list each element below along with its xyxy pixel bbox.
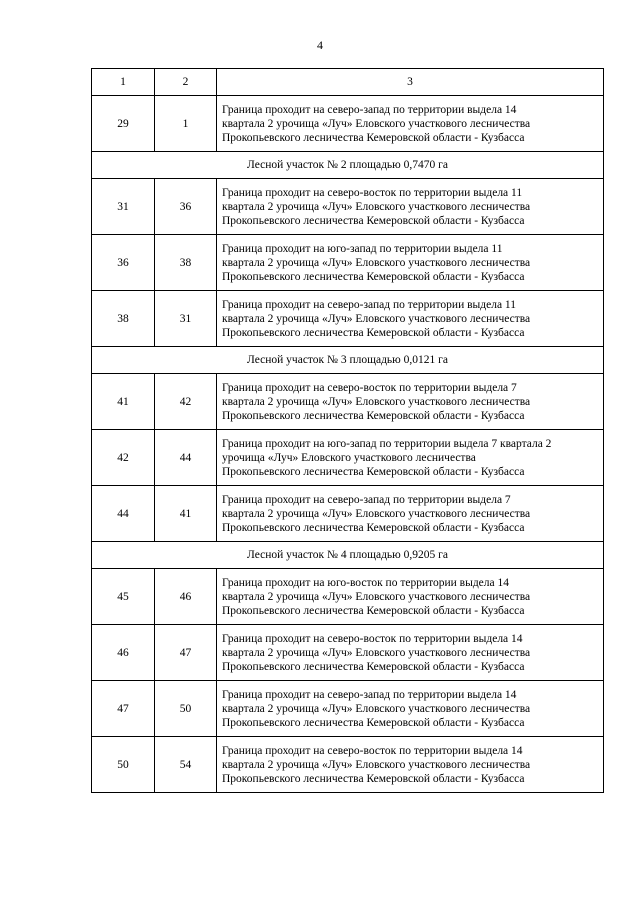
point-from: 41 [92,374,155,430]
point-from: 46 [92,625,155,681]
boundary-table [91,68,604,793]
description-line: Граница проходит на северо-восток по территории выдела 7 [222,381,517,394]
boundary-description [217,96,604,152]
header-cell-3: 3 [217,69,604,96]
description-line: квартала 2 урочища «Луч» Еловского участкового лесничества [222,646,531,659]
description-line: урочища «Луч» Еловского участкового лесничества [222,451,476,464]
point-to: 54 [155,737,217,793]
table-header-row [92,69,604,96]
boundary-description [217,625,604,681]
point-to: 36 [155,179,217,235]
table-row [92,374,604,430]
table-row [92,681,604,737]
description-line: Граница проходит на северо-запад по территории выдела 14 [222,688,517,701]
boundary-description [217,430,604,486]
page-number: 4 [317,38,323,52]
point-from: 31 [92,179,155,235]
boundary-description [217,681,604,737]
description-line: Граница проходит на юго-восток по территории выдела 14 [222,576,509,589]
table-row [92,291,604,347]
point-to: 44 [155,430,217,486]
description-line: Прокопьевского лесничества Кемеровской области - Кузбасса [222,409,525,422]
description-line: квартала 2 урочища «Луч» Еловского участкового лесничества [222,758,531,771]
table-body [92,69,604,793]
point-from: 38 [92,291,155,347]
point-to: 1 [155,96,217,152]
table-row [92,625,604,681]
description-line: квартала 2 урочища «Луч» Еловского участкового лесничества [222,507,531,520]
point-from: 44 [92,486,155,542]
description-line: Граница проходит на северо-восток по территории выдела 14 [222,744,523,757]
section-title: Лесной участок № 2 площадью 0,7470 га [92,152,604,179]
description-line: Прокопьевского лесничества Кемеровской области - Кузбасса [222,772,525,785]
description-line: Граница проходит на северо-восток по территории выдела 14 [222,632,523,645]
boundary-description [217,179,604,235]
point-from: 45 [92,569,155,625]
description-line: Прокопьевского лесничества Кемеровской области - Кузбасса [222,465,525,478]
point-to: 41 [155,486,217,542]
point-from: 50 [92,737,155,793]
description-line: квартала 2 урочища «Луч» Еловского участкового лесничества [222,702,531,715]
description-line: Прокопьевского лесничества Кемеровской области - Кузбасса [222,214,525,227]
description-line: Граница проходит на северо-восток по территории выдела 11 [222,186,523,199]
header-cell-1: 1 [92,69,155,96]
point-from: 36 [92,235,155,291]
description-line: Прокопьевского лесничества Кемеровской области - Кузбасса [222,604,525,617]
description-line: квартала 2 урочища «Луч» Еловского участкового лесничества [222,200,531,213]
description-line: квартала 2 урочища «Луч» Еловского участкового лесничества [222,590,531,603]
section-title: Лесной участок № 3 площадью 0,0121 га [92,347,604,374]
point-to: 47 [155,625,217,681]
point-from: 42 [92,430,155,486]
table-row [92,430,604,486]
boundary-description [217,235,604,291]
table-row [92,96,604,152]
section-row [92,542,604,569]
point-to: 50 [155,681,217,737]
description-line: Прокопьевского лесничества Кемеровской области - Кузбасса [222,131,525,144]
boundary-description [217,291,604,347]
description-line: Граница проходит на юго-запад по территории выдела 7 квартала 2 [222,437,552,450]
description-line: Граница проходит на северо-запад по территории выдела 14 [222,103,517,116]
section-row [92,152,604,179]
description-line: квартала 2 урочища «Луч» Еловского участкового лесничества [222,395,531,408]
description-line: квартала 2 урочища «Луч» Еловского участкового лесничества [222,117,531,130]
table-row [92,235,604,291]
description-line: квартала 2 урочища «Луч» Еловского участкового лесничества [222,312,531,325]
description-line: квартала 2 урочища «Луч» Еловского участкового лесничества [222,256,531,269]
description-line: Прокопьевского лесничества Кемеровской области - Кузбасса [222,326,525,339]
header-cell-2: 2 [155,69,217,96]
boundary-description [217,569,604,625]
point-to: 38 [155,235,217,291]
boundary-description [217,737,604,793]
description-line: Граница проходит на северо-запад по территории выдела 7 [222,493,511,506]
point-to: 42 [155,374,217,430]
point-to: 46 [155,569,217,625]
table-row [92,737,604,793]
table-row [92,569,604,625]
section-title: Лесной участок № 4 площадью 0,9205 га [92,542,604,569]
point-from: 47 [92,681,155,737]
description-line: Прокопьевского лесничества Кемеровской области - Кузбасса [222,716,525,729]
boundary-description [217,486,604,542]
boundary-description [217,374,604,430]
point-from: 29 [92,96,155,152]
point-to: 31 [155,291,217,347]
description-line: Прокопьевского лесничества Кемеровской области - Кузбасса [222,270,525,283]
description-line: Граница проходит на юго-запад по территории выдела 11 [222,242,503,255]
table-row [92,486,604,542]
section-row [92,347,604,374]
description-line: Прокопьевского лесничества Кемеровской области - Кузбасса [222,521,525,534]
description-line: Граница проходит на северо-запад по территории выдела 11 [222,298,517,311]
description-line: Прокопьевского лесничества Кемеровской области - Кузбасса [222,660,525,673]
table-row [92,179,604,235]
